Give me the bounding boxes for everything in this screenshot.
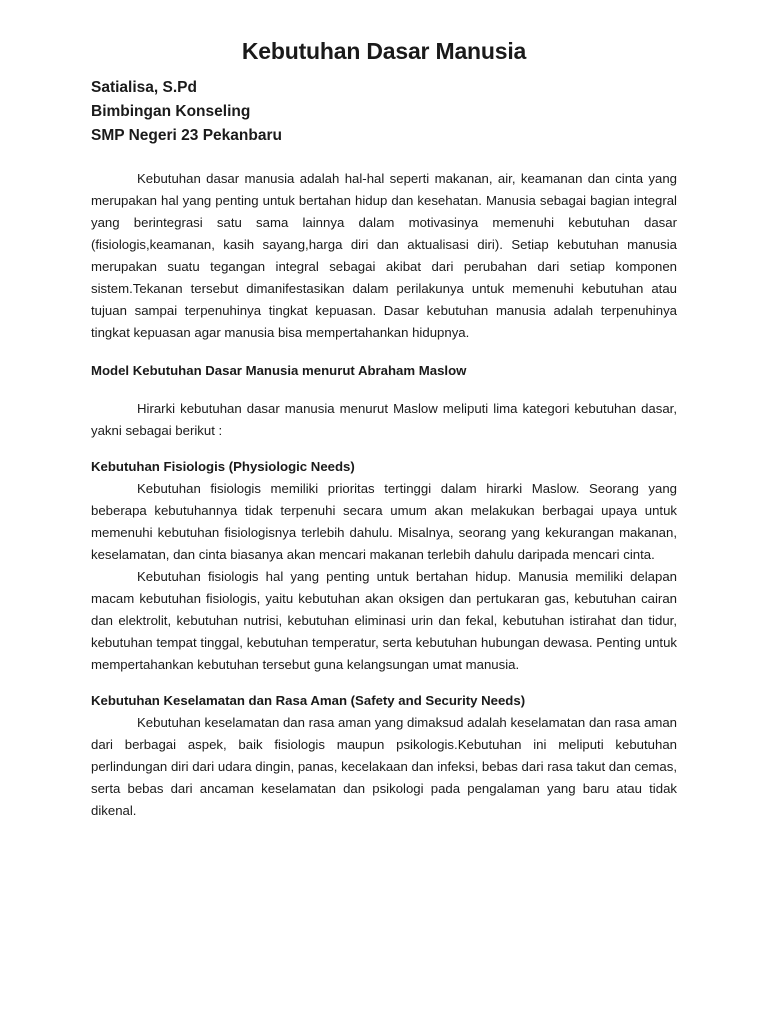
physiologic-paragraph-2: Kebutuhan fisiologis hal yang penting untuk bertahan hidup. Manusia memiliki delapan macam kebutuhan fisiologis, yaitu kebutuhan akan oksigen dan pertukaran gas, kebutuhan cairan dan elektrolit, kebutuhan nutrisi, kebutuhan eliminasi urin dan fekal, kebutuhan istirahat dan tidur, kebutuhan tempat tinggal, kebutuhan temperatur, serta kebutuhan hubungan dewasa. Penting untuk mempertahankan kebutuhan tersebut guna kelangsungan umat manusia. [91, 569, 677, 672]
section-heading-physiologic: Kebutuhan Fisiologis (Physiologic Needs) [91, 459, 355, 474]
physiologic-paragraph-1: Kebutuhan fisiologis memiliki prioritas tertinggi dalam hirarki Maslow. Seorang yang beberapa kebutuhannya tidak terpenuhi secara umum akan melakukan berbagai upaya untuk memenuhi kebutuhan fisiologisnya terlebih dahulu. Misalnya, seorang yang kekurangan makanan, keselamatan, dan cinta biasanya akan mencari makanan terlebih dahulu daripada mencari cinta. [91, 481, 677, 562]
author-school: SMP Negeri 23 Pekanbaru [91, 127, 282, 144]
author-department: Bimbingan Konseling [91, 103, 251, 120]
author-name: Satialisa, S.Pd [91, 79, 197, 96]
document-title: Kebutuhan Dasar Manusia [241, 38, 527, 64]
model-heading: Model Kebutuhan Dasar Manusia menurut Abraham Maslow [91, 363, 467, 378]
author-block [91, 76, 677, 148]
safety-paragraph-1: Kebutuhan keselamatan dan rasa aman yang dimaksud adalah keselamatan dan rasa aman dari berbagai aspek, baik fisiologis maupun psikologis.Kebutuhan ini meliputi kebutuhan perlindungan diri dari udara dingin, panas, kecelakaan dan infeksi, bebas dari rasa takut dan cemas, serta bebas dari ancaman keselamatan dan psikologi pada pengalaman yang baru atau tidak dikenal. [91, 715, 677, 818]
document-page [91, 36, 677, 822]
intro-paragraph: Kebutuhan dasar manusia adalah hal-hal seperti makanan, air, keamanan dan cinta yang merupakan hal yang penting untuk bertahan hidup dan kesehatan. Manusia sebagai bagian integral yang berintegrasi satu sama lainnya dalam motivasinya memenuhi kebutuhan dasar (fisiologis,keamanan, kasih sayang,harga diri dan aktualisasi diri). Setiap kebutuhan manusia merupakan suatu tegangan integral sebagai akibat dari perubahan dari setiap komponen sistem.Tekanan tersebut dimanifestasikan dalam perilakunya untuk memenuhi kebutuhan atau tujuan sampai terpenuhinya tingkat kepuasan. Dasar kebutuhan manusia adalah terpenuhinya tingkat kepuasan agar manusia bisa mempertahankan hidupnya. [91, 171, 677, 340]
model-paragraph: Hirarki kebutuhan dasar manusia menurut Maslow meliputi lima kategori kebutuhan dasar, yakni sebagai berikut : [91, 401, 677, 438]
section-heading-safety: Kebutuhan Keselamatan dan Rasa Aman (Safety and Security Needs) [91, 693, 526, 708]
